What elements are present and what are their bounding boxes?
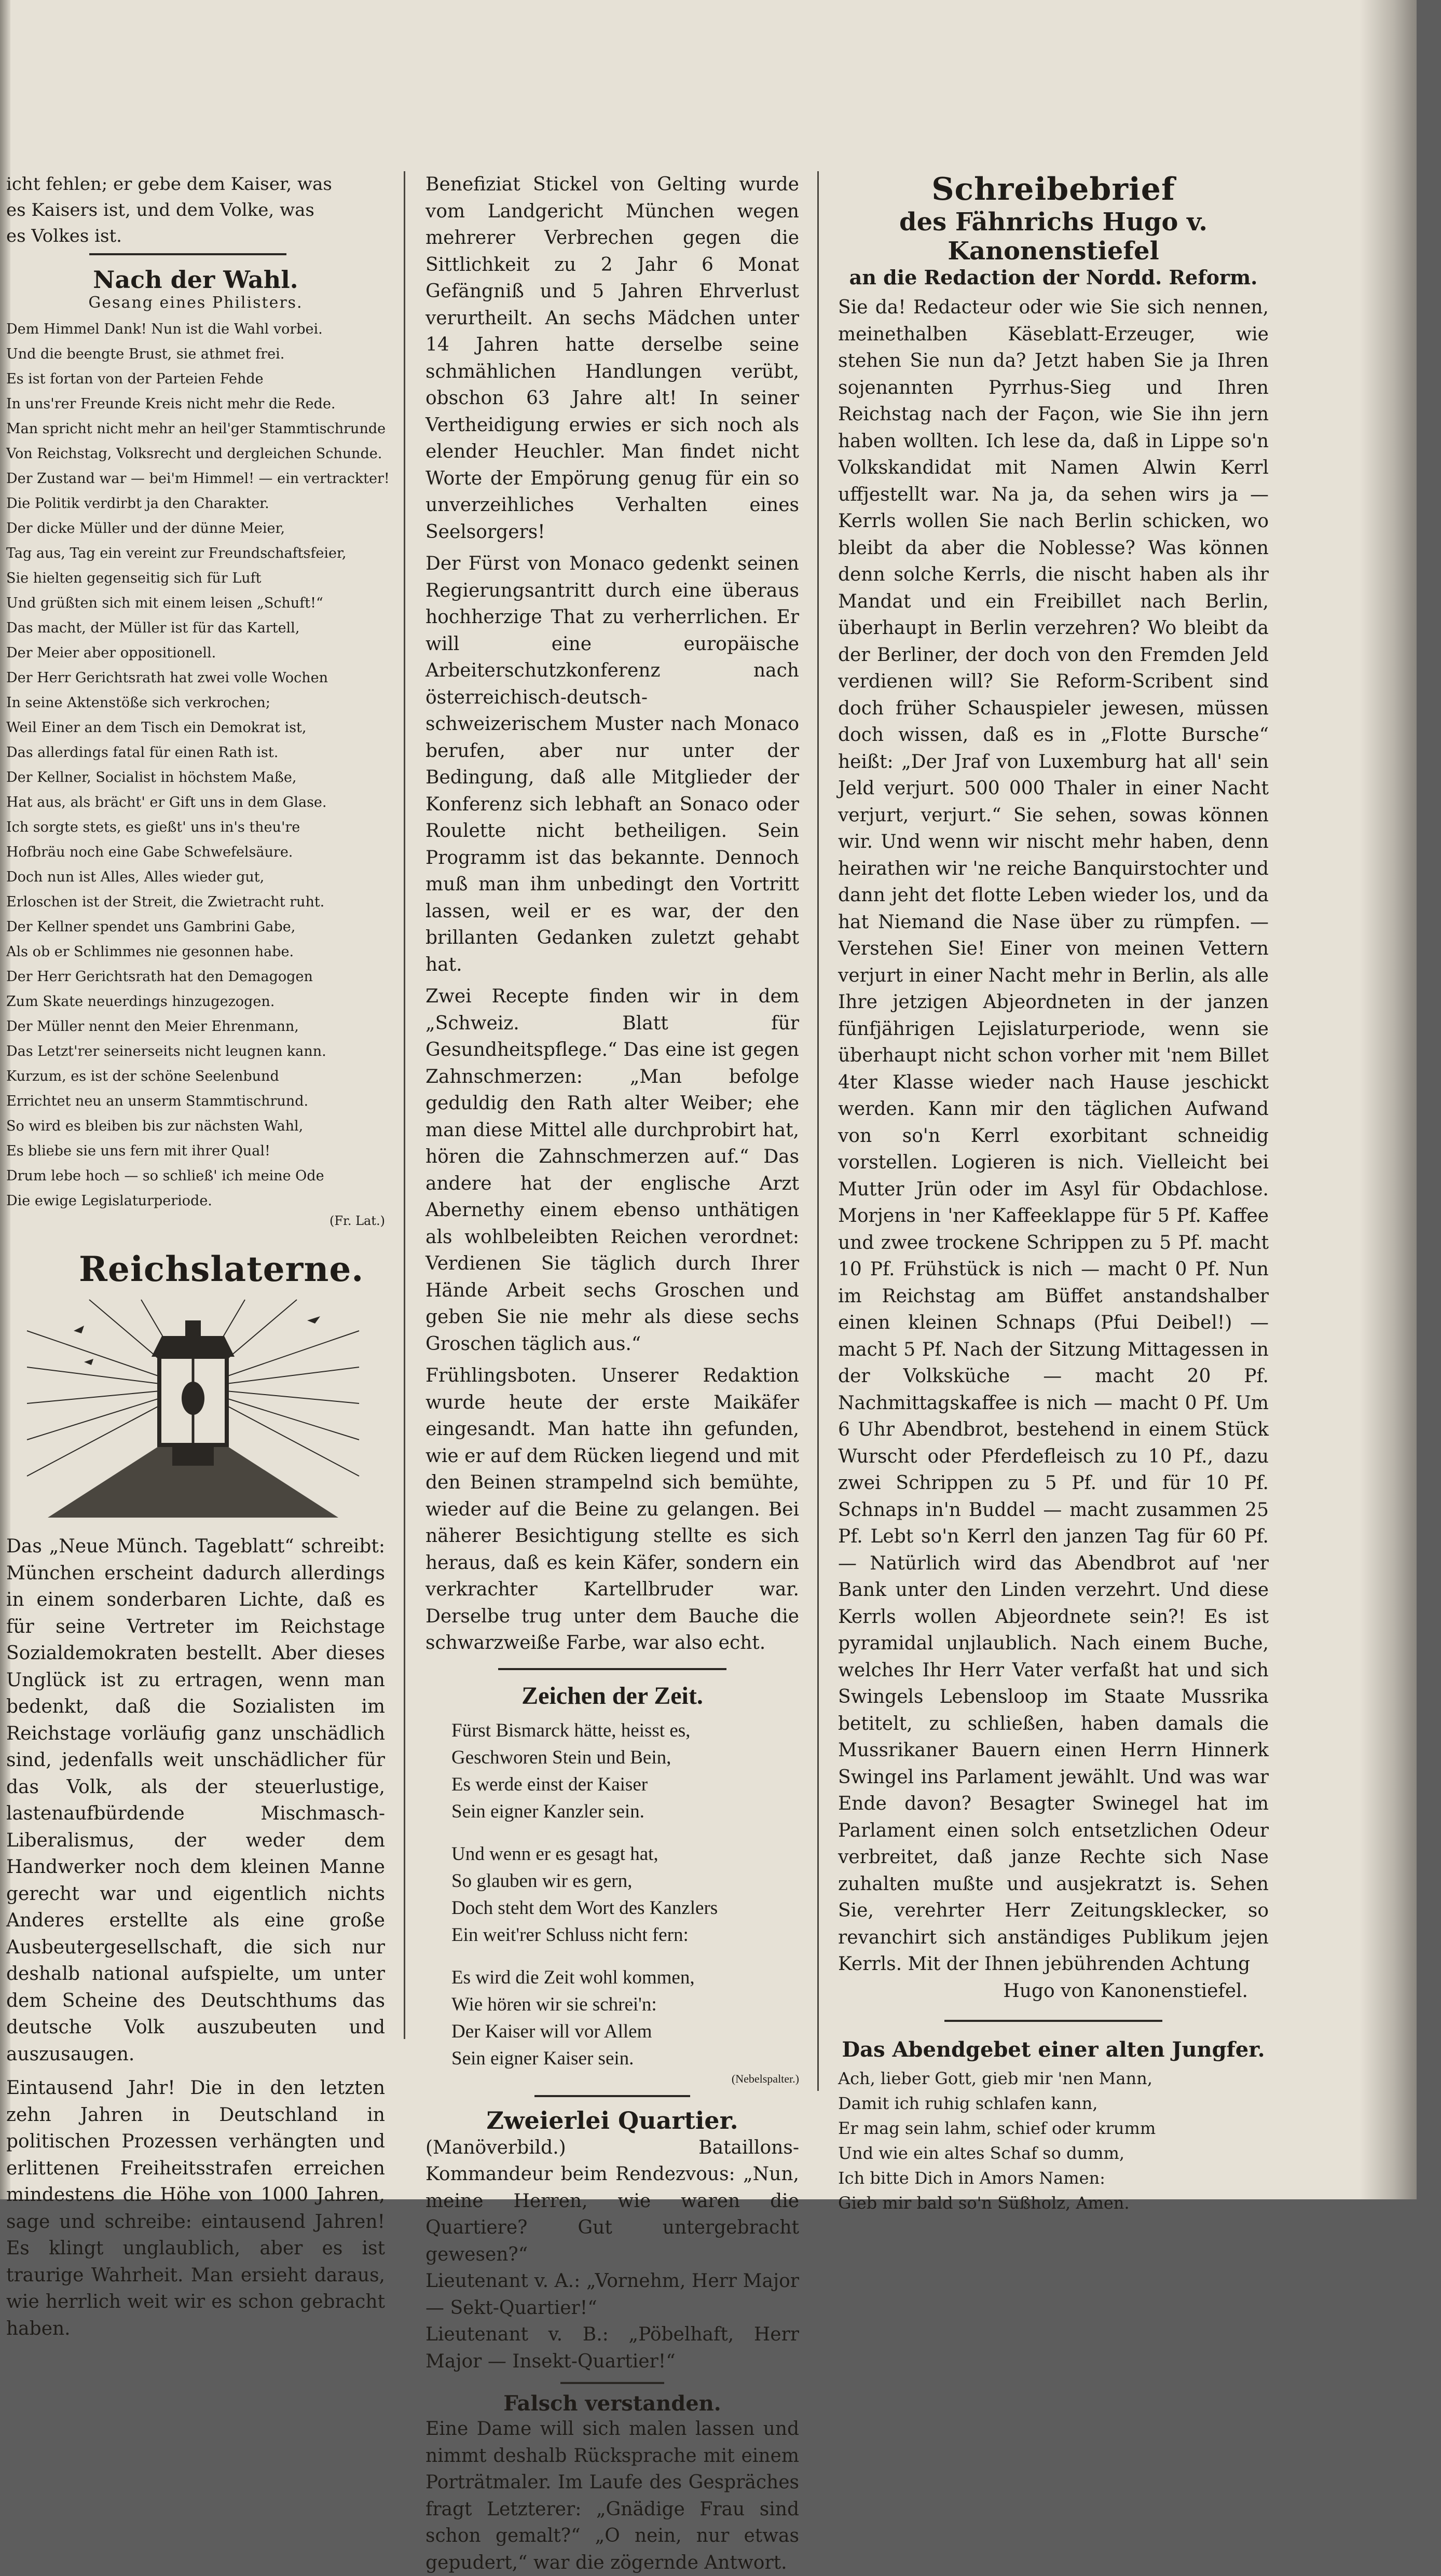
poem-title: Nach der Wahl. [93,266,298,294]
separator [89,253,286,255]
poem-line: Und die beengte Brust, sie athmet frei. [6,346,285,362]
poem-line: Drum lebe hoch — so schließ' ich meine Ode [6,1168,324,1184]
poem-line: Das Letzt'rer seinerseits nicht leugnen kann. [6,1043,326,1059]
poem-line: Geschworen Stein und Bein, [451,1746,671,1768]
article-paragraph: (Manöverbild.) Bataillons-Kommandeur beim Rendezvous: „Nun, meine Herren, wie waren die Quartiere? Gut untergebracht gewesen?“ [426,2137,799,2265]
section-title: Zeichen der Zeit. [521,1682,703,1710]
poem-line: Sie hielten gegenseitig sich für Luft [6,570,262,586]
poem-line: Es bliebe sie uns fern mit ihrer Qual! [6,1143,270,1159]
poem-line: Zum Skate neuerdings hinzugezogen. [6,994,275,1010]
poem-line: In seine Aktenstöße sich verkrochen; [6,695,270,711]
poem-body [426,1717,799,2072]
poem-body [6,317,390,1214]
page-edge-shadow [1360,0,1417,2199]
section-title: Schreibebrief [931,171,1175,208]
poem-line: Und wie ein altes Schaf so dumm, [838,2143,1124,2163]
article-paragraph: Zwei Recepte finden wir in dem „Schweiz. Blatt für Gesundheitspflege.“ Das eine ist gegen Zahnschmerzen: „Man befolge geduldig den Rath alter Weiber; ehe man diese Mittel alle durchprobirt hat, hören die Zahnschmerzen auf.“ Das andere hat der englische Arzt Abernethy einem ebenso unthätigen als wohlbeleibten Reichen verordnet: Verdienen Sie täglich durch Ihrer Hände Arbeit sechs Groschen und geben Sie nie mehr als diese sechs Groschen täglich aus.“ [426,986,799,1355]
article-paragraph: Eintausend Jahr! Die in den letzten zehn Jahren in Deutschland in politischen Prozessen verhängten und erlittenen Freiheitsstrafen erreichen mindestens die Höhe von 1000 Jahren, sage und schreibe: eintausend Jahren! Es klingt unglaublich, aber es ist traurige Wahrheit. Man ersieht daraus, wie herrlich weit wir es schon gebracht haben. [6,2077,385,2339]
intro-line: es Volkes ist. [6,226,122,246]
poem-line: Sein eigner Kanzler sein. [451,1800,644,1822]
poem-subtitle: Gesang eines Philisters. [88,294,303,312]
article-paragraph: Der Fürst von Monaco gedenkt seinen Regierungsantritt durch eine überaus hochherzige That zu verherrlichen. Er will eine europäische Arbeiterschutzkonferenz nach österreichisch-deutsch-schweizerischem Muster nach Monaco berufen, aber nur unter der Bedingung, daß alle Mitglieder der Konferenz sich lebhaft an Sonaco oder Roulette nicht betheiligen. Sein Programm ist das bekannte. Dennoch muß man ihm unbedingt den Vortritt lassen, weil er es war, der den brillanten Gedanken zuletzt gehabt hat. [426,553,799,975]
section-title: Das Abendgebet einer alten Jungfer. [842,2037,1265,2062]
signature: Hugo von Kanonenstiefel. [1003,1980,1248,2002]
poem-line: Sein eigner Kaiser sein. [451,2047,634,2069]
poem-line: Wie hören wir sie schrei'n: [451,1993,657,2015]
poem-stanza [426,1964,799,2072]
section-subtitle: an die Redaction der Nordd. Reform. [849,266,1258,289]
poem-line: Es wird die Zeit wohl kommen, [451,1966,695,1988]
poem-line: Das allerdings fatal für einen Rath ist. [6,745,279,761]
poem-line: Der Herr Gerichtsrath hat den Demagogen [6,969,313,985]
poem-line: Der Herr Gerichtsrath hat zwei volle Wochen [6,670,328,686]
column-rule-right [817,171,819,2091]
poem-line: Der Müller nennt den Meier Ehrenmann, [6,1018,299,1035]
poem-line: Dem Himmel Dank! Nun ist die Wahl vorbei. [6,321,323,337]
separator [944,2020,1162,2022]
section-title: Falsch verstanden. [503,2391,721,2416]
poem-line: So glauben wir es gern, [451,1870,633,1892]
poem-line: In uns'rer Freunde Kreis nicht mehr die Rede. [6,396,336,412]
right-column [838,171,1269,2215]
poem-line: Ich bitte Dich in Amors Namen: [838,2168,1105,2188]
separator [534,2095,690,2097]
poem-line: Der Kaiser will vor Allem [451,2020,652,2042]
poem-line: Tag aus, Tag ein vereint zur Freundschaftsfeier, [6,545,347,561]
poem-line: Erloschen ist der Streit, die Zwietracht ruht. [6,894,325,910]
section-subtitle: des Fähnrichs Hugo v. Kanonenstiefel [899,208,1207,266]
poem-citation: (Fr. Lat.) [330,1214,385,1228]
poem-line: Hofbräu noch eine Gabe Schwefelsäure. [6,844,293,860]
intro-line: es Kaisers ist, und dem Volke, was [6,200,314,221]
poem-citation: (Nebelspalter.) [731,2072,799,2085]
poem-line: Er mag sein lahm, schief oder krumm [838,2118,1156,2138]
poem-line: Und wenn er es gesagt hat, [451,1843,658,1865]
poem-line: Der Meier aber oppositionell. [6,645,216,661]
poem-line: Doch steht dem Wort des Kanzlers [451,1897,718,1919]
poem-line: Es ist fortan von der Parteien Fehde [6,371,264,387]
poem-line: Die Politik verdirbt ja den Charakter. [6,495,269,512]
section-title: Reichslaterne. [79,1249,364,1289]
poem-line: Damit ich ruhig schlafen kann, [838,2093,1098,2113]
poem-line: Ein weit'rer Schluss nicht fern: [451,1924,689,1946]
poem-stanza [426,1841,799,1949]
lantern-illustration [27,1300,359,1518]
poem-line: Und grüßten sich mit einem leisen „Schuft!“ [6,595,323,611]
middle-column [426,171,799,2576]
separator [560,2382,664,2384]
poem-line: Es werde einst der Kaiser [451,1773,648,1795]
poem-line: Gieb mir bald so'n Süßholz, Amen. [838,2193,1130,2213]
column-rule-left [404,171,405,2039]
poem-line: Als ob er Schlimmes nie gesonnen habe. [6,944,294,960]
section-title: Zweierlei Quartier. [486,2106,738,2134]
article-paragraph: Frühlingsboten. Unserer Redaktion wurde heute der erste Maikäfer eingesandt. Man hatte ihn gefunden, wie er auf dem Rücken liegend und mit den Beinen strampelnd sich bemühte, wieder auf die Beine zu gelangen. Bei näherer Besichtigung stellte es sich heraus, daß es kein Käfer, sondern ein verkrachter Kartellbruder war. Derselbe trug unter dem Bauche die schwarzweiße Farbe, war also echt. [426,1365,799,1654]
article-paragraph: Lieutenant v. A.: „Vornehm, Herr Major — Sekt-Quartier!“ [426,2270,799,2319]
poem-line: Der Kellner spendet uns Gambrini Gabe, [6,919,296,935]
poem-line: Von Reichstag, Volksrecht und dergleichen Schunde. [6,446,382,462]
poem-line: Kurzum, es ist der schöne Seelenbund [6,1068,279,1084]
article-paragraph: Sie da! Redacteur oder wie Sie sich nennen, meinethalben Käseblatt-Erzeuger, wie stehen Sie nun da? Jetzt haben Sie ja Ihren sojenannten Pyrrhus-Sieg und Ihren Reichstag nach der Façon, wie Sie ihn jern haben wollten. Ich lese da, daß in Lippe so'n Volkskandidat mit Namen Alwin Kerrl uffjestellt war. Na ja, da sehen wirs ja — Kerrls wollen Sie nach Berlin schicken, wo bleibt da aber die Noblesse? Was können denn solche Kerrls, die nischt haben als ihr Mandat und ein Freibillet nach Berlin, überhaupt in Berlin verzehren? Wo bleibt da der Berliner, der doch von den Fremden Jeld verdienen will? Sie Reform-Scribent sind doch früher Schauspieler jewesen, müssen doch wissen, daß es in „Flotte Bursche“ heißt: „Der Jraf von Luxemburg hat all' sein Jeld verjurt. 500 000 Thaler in einer Nacht verjurt, verjurt.“ Sie sehen, sowas können wir. Und wenn wir nischt mehr haben, denn heirathen wir 'ne reiche Banquirstochter und dann jeht det flotte Leben wieder los, und da hat Niemand die Nase über zu rümpfen. — Verstehen Sie! Einer von meinen Vettern verjurt in einer Nacht mehr in Berlin, als alle Ihre jetzigen Abjeordneten in der janzen fünfjährigen Lejislaturperiode, wenn sie überhaupt nicht schon vorher mit 'nem Billet 4ter Klasse wieder nach Hause jeschickt werden. Kann mir den täglichen Aufwand von so'n Kerrl exorbitant schneidig vorstellen. Logieren is nich. Vielleicht bei Mutter Jrün oder im Asyl für Obdachlose. Morjens in 'ner Kaffeeklappe für 5 Pf. Kaffee und zwee trockene Schrippen zu 5 Pf. macht 10 Pf. Frühstück is nich — macht 0 Pf. Nun im Reichstag am Büffet anstandshalber einen kleinen Schnaps (Pfui Deibel!) — macht 5 Pf. Nach der Sitzung Mittagessen in der Volksküche — macht 20 Pf. Nachmittagskaffee is nich — macht 0 Pf. Um 6 Uhr Abendbrot, bestehend in einem Stück Wurscht oder Pferdefleisch zu 10 Pf., dazu zwei Schrippen zu 5 Pf. und für 10 Pf. Schnaps in'n Buddel — macht zusammen 25 Pf. Lebt so'n Kerrl den janzen Tag für 60 Pf. — Natürlich wird das Abendbrot auf 'ner Bank unter den Linden verzehrt. Und diese Kerrls wollen Abjeordnete sein?! Es ist pyramidal unjlaublich. Nach einem Buche, welches Ihr Herr Vater verfaßt hat und sich Swingels Lebensloop im Staate Mussrika betitelt, zu schließen, haben damals die Mussrikaner Bauern einen Herrn Hinnerk Swingel ins Parlament jewählt. Und was war Ende davon? Besagter Swinegel hat im Parlament einen solch entsetzlichen Odeur verbreitet, daß janze Rechte sich Nase zuhalten mußte und ausjekratzt is. Sehen Sie, verehrter Herr Zeitungsklecker, so revanchirt sich anständiges Publikum jejen Kerrls. Mit der Ihnen jebührenden Achtung [838,297,1269,1975]
separator [498,1668,726,1670]
poem-line: Fürst Bismarck hätte, heisst es, [451,1719,691,1741]
poem-line: So wird es bleiben bis zur nächsten Wahl, [6,1118,304,1134]
poem-line: Man spricht nicht mehr an heil'ger Stammtischrunde [6,421,386,437]
poem-line: Das macht, der Müller ist für das Kartell, [6,620,300,636]
poem-line: Errichtet neu an unserm Stammtischrund. [6,1093,309,1109]
poem-line: Weil Einer an dem Tisch ein Demokrat ist, [6,720,307,736]
poem-stanza [426,1717,799,1825]
poem-line: Ich sorgte stets, es gießt' uns in's theu're [6,819,300,835]
poem-line: Ach, lieber Gott, gieb mir 'nen Mann, [838,2069,1152,2088]
article-paragraph: Eine Dame will sich malen lassen und nimmt deshalb Rücksprache mit einem Porträtmaler. Im Laufe des Gespräches fragt Letzterer: „Gnädige Frau sind schon gemalt?“ „O nein, nur etwas gepudert,“ war die zögernde Antwort. [426,2418,799,2573]
article-paragraph: Benefiziat Stickel von Gelting wurde vom Landgericht München wegen mehrerer Verbrechen gegen die Sittlichkeit zu 2 Jahr 6 Monat Gefängniß und 5 Jahren Ehrverlust verurtheilt. An sechs Mädchen unter 14 Jahren hatte derselbe seine schmählichen Handlungen verübt, obschon 63 Jahre alt! In seiner Vertheidigung erwies er sich noch als elender Heuchler. Man findet nicht Worte der Empörung genug für ein so unverzeihliches Verhalten eines Seelsorgers! [426,174,799,543]
poem-line: Der dicke Müller und der dünne Meier, [6,520,285,536]
article-paragraph: Lieutenant v. B.: „Pöbelhaft, Herr Major — Insekt-Quartier!“ [426,2324,799,2372]
poem-body [838,2066,1269,2215]
poem-line: Doch nun ist Alles, Alles wieder gut, [6,869,265,885]
poem-line: Die ewige Legislaturperiode. [6,1193,212,1209]
poem-line: Der Kellner, Socialist in höchstem Maße, [6,769,297,786]
intro-line: icht fehlen; er gebe dem Kaiser, was [6,174,332,195]
poem-line: Hat aus, als brächt' er Gift uns in dem Glase. [6,794,327,810]
poem-line: Der Zustand war — bei'm Himmel! — ein vertrackter! [6,471,390,487]
left-column [6,171,390,2342]
article-paragraph: Das „Neue Münch. Tageblatt“ schreibt: München erscheint dadurch allerdings in einem sonderbaren Lichte, daß es für seine Vertreter im Reichstage Sozialdemokraten bestellt. Aber dieses Unglück ist zu ertragen, wenn man bedenkt, daß die Sozialisten im Reichstage vorläufig ganz unschädlich sind, jedenfalls weit unschädlicher für das Volk, als der steuerlustige, lastenaufbürdende Mischmasch-Liberalismus, der weder dem Handwerker noch dem kleinen Manne gerecht war und eigentlich nichts Anderes erstellte als eine große Ausbeutergesellschaft, die sich nur deshalb national aufspielte, um unter dem Scheine des Deutschthums das deutsche Volk auszubeuten und auszusaugen. [6,1536,385,2065]
